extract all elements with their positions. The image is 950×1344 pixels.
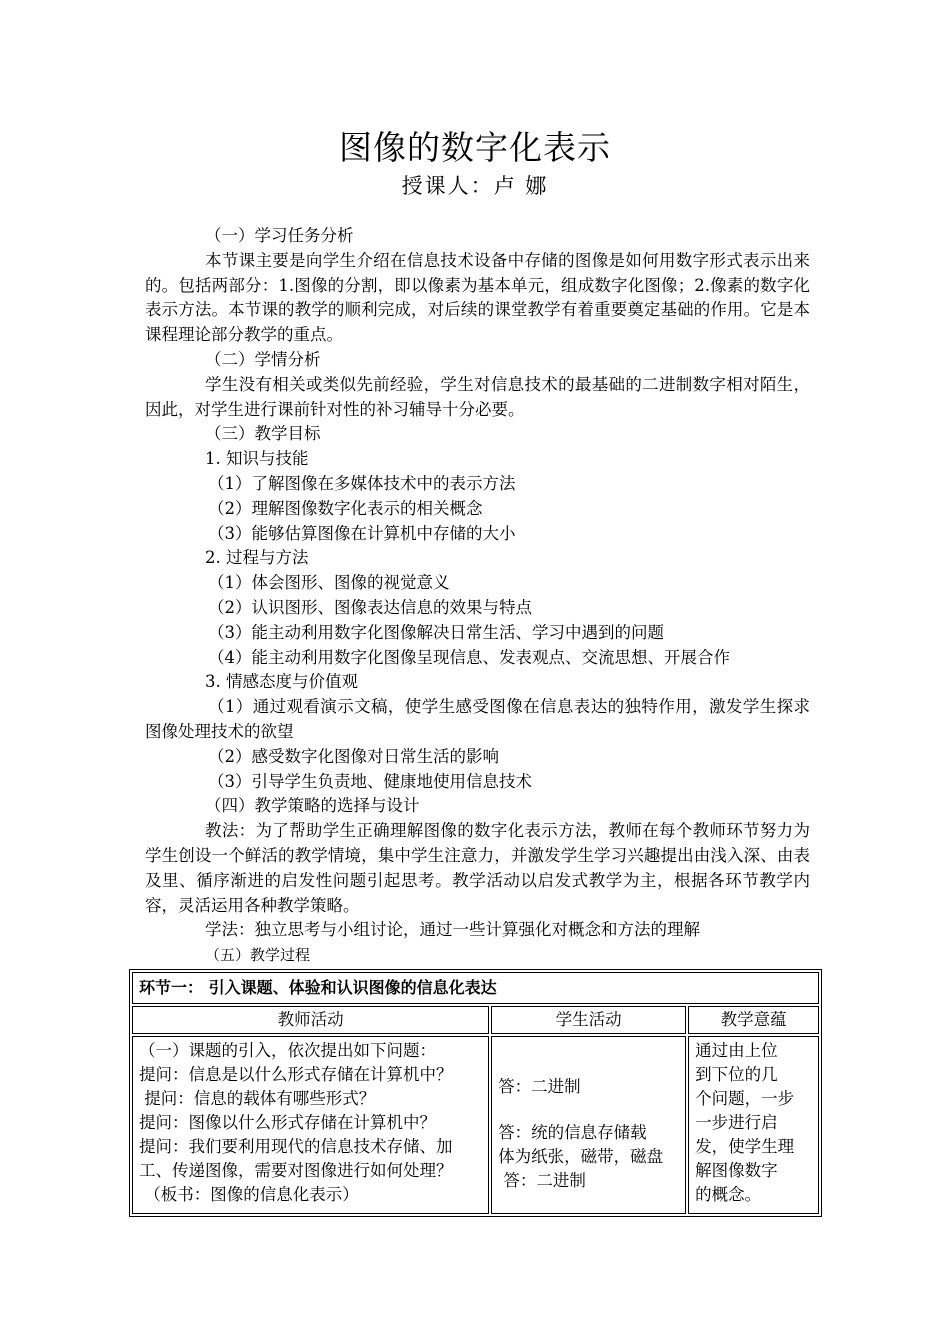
goal-subheading-1: 1. 知识与技能 (205, 449, 309, 469)
teaching-meaning-cell (688, 1036, 819, 1214)
meaning-line: 通过由上位 (695, 1041, 778, 1060)
paragraph-teaching-method: 教法：为了帮助学生正确理解图像的数字化表示方法，教师在每个教师环节努力为学生创设一个鲜活的教学情境，集中学生注意力，并激发学生学习兴趣提出由浅入深、由表及里、循序渐进的启发性问题引起思考。教学活动以启发式教学为主，根据各环节教学内容，灵活运用各种教学策略。 (145, 821, 810, 915)
goal-item: （2）理解图像数字化表示的相关概念 (208, 498, 483, 518)
goal-item: （2）认识图形、图像表达信息的效果与特点 (208, 597, 532, 617)
meaning-line: 的概念。 (695, 1185, 762, 1204)
section-heading-2: （二）学情分析 (205, 349, 321, 369)
document-title: 图像的数字化表示 (339, 128, 611, 167)
meaning-line: 一步进行启 (695, 1113, 778, 1132)
student-answer-line: 答：统的信息存储载 (498, 1123, 647, 1142)
meaning-line: 解图像数字 (695, 1161, 778, 1180)
goal-item: （2）感受数字化图像对日常生活的影响 (208, 746, 499, 766)
goal-subheading-2: 2. 过程与方法 (205, 548, 309, 568)
goal-item: （3）能够估算图像在计算机中存储的大小 (208, 523, 516, 543)
column-header-meaning: 教学意蕴 (688, 1006, 819, 1034)
student-answer-line: 答：二进制 (498, 1171, 586, 1190)
meaning-line: 个问题，一步 (695, 1089, 795, 1108)
section-heading-5: （五）教学过程 (205, 946, 311, 965)
teacher-activity-cell (132, 1036, 489, 1214)
goal-item: （1）通过观看演示文稿，使学生感受图像在信息表达的独特作用，激发学生探求图像处理技术的欲望 (145, 697, 810, 741)
goal-item: （3）能主动利用数字化图像解决日常生活、学习中遇到的问题 (208, 622, 664, 642)
teacher-activity-line: 提问：图像以什么形式存储在计算机中？ (139, 1113, 436, 1132)
meaning-line: 发，使学生理 (695, 1137, 795, 1156)
student-answer-line: 体为纸张，磁带，磁盘 (498, 1147, 664, 1166)
goal-item: （3）引导学生负责地、健康地使用信息技术 (208, 771, 532, 791)
teacher-activity-line: 提问：信息的载体有哪些形式？ (139, 1089, 376, 1108)
column-header-teacher: 教师活动 (132, 1006, 489, 1034)
goal-item: （4）能主动利用数字化图像呈现信息、发表观点、交流思想、开展合作 (208, 647, 730, 667)
teacher-activity-line: （一）课题的引入，依次提出如下问题： (139, 1041, 436, 1060)
stage-title: 环节一： 引入课题、体验和认识图像的信息化表达 (132, 972, 819, 1004)
document-body (145, 224, 810, 968)
goal-subheading-3: 3. 情感态度与价值观 (205, 672, 358, 692)
student-answer: 答：二进制 (498, 1077, 581, 1096)
teacher-activity-line: 提问：信息是以什么形式存储在计算机中？ (139, 1065, 453, 1084)
teaching-process-table (129, 969, 822, 1217)
teacher-activity-line: 工、传递图像，需要对图像进行如何处理？ (139, 1161, 453, 1180)
paragraph-task-analysis: 本节课主要是向学生介绍在信息技术设备中存储的图像是如何用数字形式表示出来的。包括两部分：1.图像的分割，即以像素为基本单元，组成数字化图像；2.像素的数字化表示方法。本节课的教学的顺利完成，对后续的课堂教学有着重要奠定基础的作用。它是本课程理论部分教学的重点。 (145, 250, 810, 345)
teacher-activity-line: 提问：我们要利用现代的信息技术存储、加 (139, 1137, 453, 1156)
section-heading-3: （三）教学目标 (205, 424, 321, 444)
goal-item: （1）体会图形、图像的视觉意义 (208, 573, 450, 593)
student-activity-cell (491, 1036, 686, 1214)
paragraph-student-analysis: 学生没有相关或类似先前经验，学生对信息技术的最基础的二进制数字相对陌生，因此，对学生进行课前针对性的补习辅导十分必要。 (145, 374, 810, 419)
meaning-line: 到下位的几 (695, 1065, 778, 1084)
teacher-activity-line: （板书：图像的信息化表示） (139, 1185, 359, 1204)
column-header-student: 学生活动 (491, 1006, 686, 1034)
document-author: 授课人：卢 娜 (401, 174, 549, 198)
goal-item: （1）了解图像在多媒体技术中的表示方法 (208, 473, 516, 493)
section-heading-1: （一）学习任务分析 (205, 226, 354, 245)
paragraph-learning-method: 学法：独立思考与小组讨论，通过一些计算强化对概念和方法的理解 (205, 920, 700, 940)
section-heading-4: （四）教学策略的选择与设计 (205, 796, 420, 816)
